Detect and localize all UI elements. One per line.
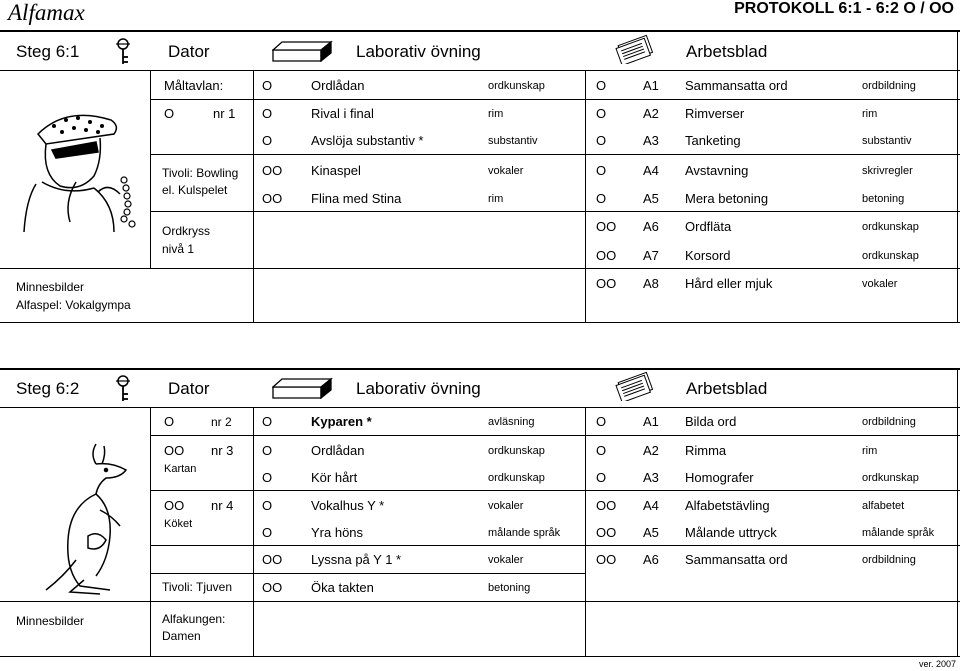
alfaspel-label: Alfaspel: Vokalgympa <box>16 298 131 312</box>
col-laborativ: Laborativ övning <box>356 42 481 61</box>
col-arbetsblad: Arbetsblad <box>686 379 768 398</box>
tivoli-line-2: el. Kulspelet <box>162 183 228 197</box>
circle-mark: O <box>164 106 175 121</box>
key-icon <box>112 38 134 66</box>
alfakungen-line-1: Alfakungen: <box>162 612 226 626</box>
tivoli-label: Tivoli: Tjuven <box>162 580 233 594</box>
minnesbilder-label: Minnesbilder <box>16 614 85 628</box>
box-icon <box>272 377 334 399</box>
col-dator: Dator <box>168 379 210 398</box>
alfakungen-line-2: Damen <box>162 629 201 643</box>
box-icon <box>272 40 334 62</box>
col-dator: Dator <box>168 42 210 61</box>
burglar-illustration <box>16 104 144 232</box>
version-label: ver. 2007 <box>918 659 956 669</box>
col-laborativ: Laborativ övning <box>356 379 481 398</box>
ordkryss-line-1: Ordkryss <box>162 224 210 238</box>
key-icon <box>112 375 134 403</box>
maltavlan-label: Måltavlan: <box>164 78 224 93</box>
worksheet-icon <box>612 32 658 64</box>
page-title: PROTOKOLL 6:1 - 6:2 O / OO <box>734 0 954 17</box>
maltavlan-nr: nr 1 <box>213 106 236 121</box>
step-title: Steg 6:2 <box>16 379 80 398</box>
logo: Alfamax <box>8 0 85 25</box>
step-title: Steg 6:1 <box>16 42 80 61</box>
worksheet-icon <box>612 369 658 401</box>
minnesbilder-label: Minnesbilder <box>16 280 85 294</box>
kangaroo-illustration <box>40 440 136 596</box>
col-arbetsblad: Arbetsblad <box>686 42 768 61</box>
tivoli-line-1: Tivoli: Bowling <box>162 166 239 180</box>
ordkryss-line-2: nivå 1 <box>162 242 195 256</box>
